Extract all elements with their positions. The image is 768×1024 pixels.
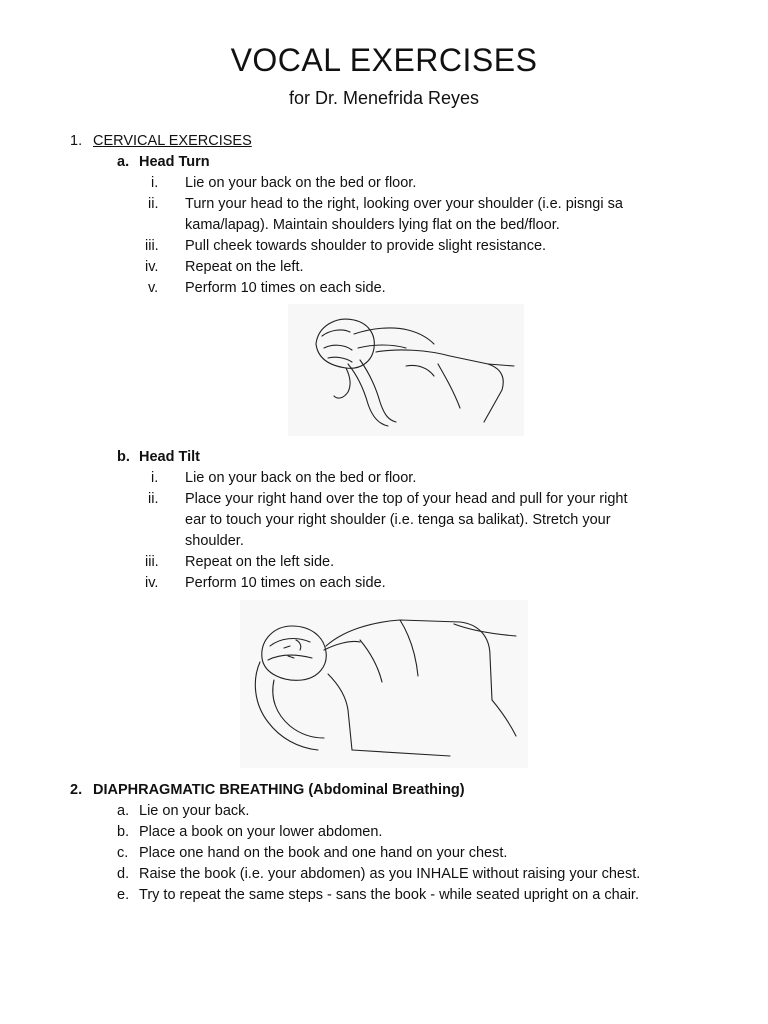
head-turn-illustration (288, 304, 524, 436)
list-marker: iv. (145, 575, 159, 591)
list-marker: i. (151, 470, 159, 486)
section-number: 1. (70, 133, 83, 149)
list-text: kama/lapag). Maintain shoulders lying flat on the bed/floor. (185, 217, 560, 233)
list-marker: iv. (145, 259, 159, 275)
list-text: Lie on your back on the bed or floor. (185, 175, 417, 191)
list-text: Place a book on your lower abdomen. (139, 824, 383, 840)
list-marker: d. (117, 866, 130, 882)
list-text: Repeat on the left side. (185, 554, 335, 570)
list-marker: a. (117, 803, 130, 819)
list-text: Repeat on the left. (185, 259, 304, 275)
list-marker: ii. (148, 196, 159, 212)
list-marker: iii. (145, 238, 159, 254)
list-text: shoulder. (185, 533, 244, 549)
list-text: Lie on your back on the bed or floor. (185, 470, 417, 486)
subsection-letter: b. (117, 449, 130, 465)
list-text: Turn your head to the right, looking over your shoulder (i.e. pisngi sa (185, 196, 623, 212)
list-text: Place your right hand over the top of your head and pull for your right (185, 491, 628, 507)
list-text: Pull cheek towards shoulder to provide slight resistance. (185, 238, 547, 254)
list-marker: v. (148, 280, 159, 296)
list-text: Raise the book (i.e. your abdomen) as you INHALE without raising your chest. (139, 866, 641, 882)
section-number: 2. (70, 782, 83, 798)
list-text: Place one hand on the book and one hand on your chest. (139, 845, 508, 861)
subsection-title: Head Tilt (139, 449, 200, 465)
list-marker: e. (117, 887, 130, 903)
section-title: CERVICAL EXERCISES (93, 133, 252, 149)
list-text: Perform 10 times on each side. (185, 575, 386, 591)
head-tilt-illustration (240, 600, 528, 768)
list-text: Try to repeat the same steps - sans the book - while seated upright on a chair. (139, 887, 639, 903)
section-title: DIAPHRAGMATIC BREATHING (Abdominal Breathing) (93, 782, 465, 798)
list-marker: ii. (148, 491, 159, 507)
page-subtitle: for Dr. Menefrida Reyes (288, 88, 480, 108)
list-marker: i. (151, 175, 159, 191)
list-text: ear to touch your right shoulder (i.e. tenga sa balikat). Stretch your (185, 512, 611, 528)
list-marker: c. (117, 845, 129, 861)
page-title: VOCAL EXERCISES (230, 42, 538, 78)
list-marker: iii. (145, 554, 159, 570)
list-text: Perform 10 times on each side. (185, 280, 386, 296)
subsection-title: Head Turn (139, 154, 210, 170)
list-text: Lie on your back. (139, 803, 250, 819)
subsection-letter: a. (117, 154, 130, 170)
list-marker: b. (117, 824, 130, 840)
